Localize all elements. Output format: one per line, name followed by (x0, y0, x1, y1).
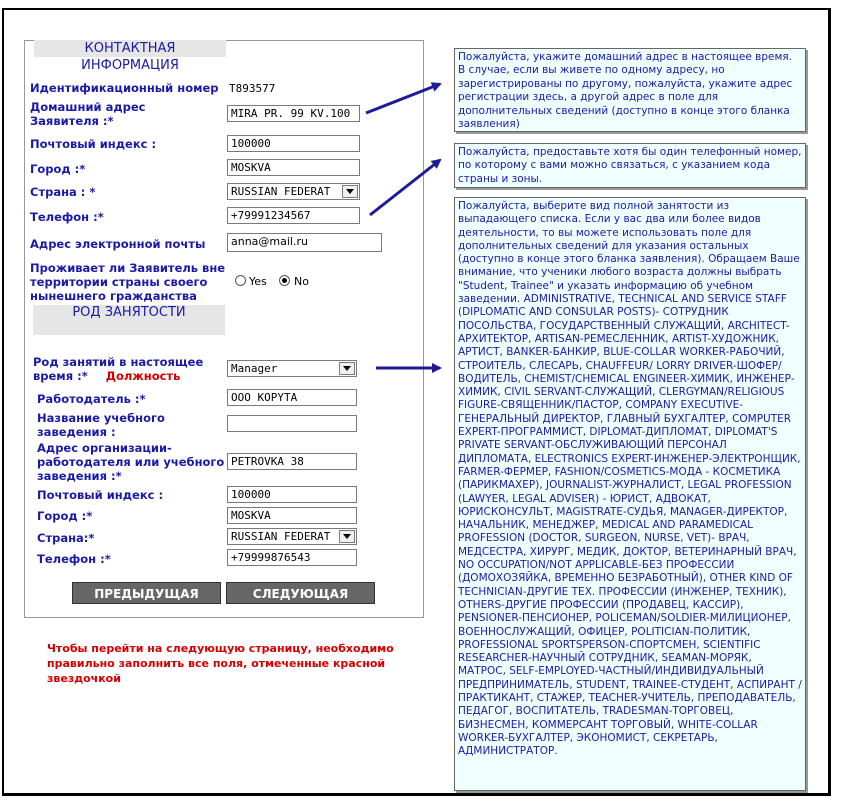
work-postal-input[interactable]: 100000 (227, 486, 357, 503)
work-phone-label: Телефон :* (37, 552, 111, 566)
section-header-contact: КОНТАКТНАЯ ИНФОРМАЦИЯ (34, 40, 226, 57)
work-postal-label: Почтовый индекс : (37, 488, 164, 502)
current-occupation-label: Род занятий в настоящее время :* Должность (33, 355, 204, 383)
tip-home-address: Пожалуйста, укажите домашний адрес в настоящее время. В случае, если вы живете по одному адресу, но зарегистрированы по другому, пожалуйста, укажите адрес регистрации здесь, а другой адрес в поле для дополнительных сведений (доступно в конце этого бланка заявления) (454, 48, 806, 132)
resides-no-label: No (294, 275, 309, 288)
work-country-select-value: RUSSIAN FEDERAT (231, 530, 331, 543)
home-address-input[interactable]: MIRA PR. 99 KV.100 (227, 105, 360, 122)
next-button[interactable]: СЛЕДУЮЩАЯ (226, 582, 375, 604)
previous-button[interactable]: ПРЕДЫДУЩАЯ (72, 582, 221, 604)
work-city-label: Город :* (37, 509, 93, 523)
org-address-label: Адрес организации- работодателя или учебного заведения :* (37, 441, 225, 483)
id-value: T893577 (229, 82, 276, 95)
city-input[interactable]: MOSKVA (227, 159, 360, 176)
required-fields-note: Чтобы перейти на следующую страницу, необходимо правильно заполнить все поля, отмеченные красной звездочкой (47, 642, 394, 685)
arrow-to-address-tip (366, 84, 440, 113)
school-name-label: Название учебного заведения : (37, 411, 165, 439)
id-label: Идентификационный номер (30, 81, 219, 95)
home-address-label: Домашний адрес Заявителя :* (30, 100, 146, 128)
org-address-input[interactable]: PETROVKA 38 (227, 453, 357, 470)
work-country-label: Страна:* (37, 531, 95, 545)
resides-yes-label: Yes (249, 275, 267, 288)
employer-input[interactable]: ООО KOPYTA (227, 389, 357, 406)
postal-input[interactable]: 100000 (227, 135, 360, 152)
country-label: Страна : * (30, 185, 96, 199)
phone-label: Телефон :* (30, 210, 104, 224)
phone-input[interactable]: +79991234567 (227, 207, 360, 224)
email-input[interactable]: anna@mail.ru (227, 233, 382, 252)
resides-abroad-label: Проживает ли Заявитель вне территории страны своего нынешнего гражданства (30, 261, 226, 303)
work-city-input[interactable]: MOSKVA (227, 507, 357, 524)
section-header-occupation: РОД ЗАНЯТОСТИ (33, 305, 225, 335)
work-phone-input[interactable]: +79999876543 (227, 549, 357, 566)
employer-label: Работодатель :* (37, 392, 146, 406)
occupation-select-value: Manager (231, 362, 278, 375)
arrow-to-phone-tip (370, 160, 440, 215)
postal-label: Почтовый индекс : (30, 137, 157, 151)
email-label: Адрес электронной почты (30, 237, 206, 251)
tip-phone: Пожалуйста, предоставьте хотя бы один телефонный номер, по которому с вами можно связаться, с указанием кода страны и зоны. (454, 143, 806, 188)
tip-occupation: Пожалуйста, выберите вид полной занятости из выпадающего списка. Если у вас два или более видов деятельности, то вы можете использовать поле для дополнительных сведений для указания остальных (доступно в конце этого бланка заявления). Обращаем Ваше внимание, что ученики любого возраста должны выбрать "Student, Trainee" и указать информацию об учебном заведении. ADMINISTRATIVE, TECHNICAL AND SERVICE STAFF (DIPLOMATIC AND CONSULAR POSTS)- СОТРУДНИК ПОСОЛЬСТВА, ГОСУДАРСТВЕННЫЙ СЛУЖАЩИЙ, ARCHITECT-АРХИТЕКТОР, ARTISAN-РЕМЕСЛЕННИК, ARTIST-ХУДОЖНИК, АРТИСТ, BANKER-БАНКИР, BLUE-COLLAR WORKER-РАБОЧИЙ, СТРОИТЕЛЬ, СЛЕСАРЬ, CHAUFFEUR/ LORRY DRIVER-ШОФЕР/ ВОДИТЕЛЬ, CHEMIST/CHEMICAL ENGINEER-ХИМИК, ИНЖЕНЕР-ХИМИК, CIVIL SERVANT-СЛУЖАЩИЙ, CLERGYMAN/RELIGIOUS FIGURE-СВЯЩЕННИК/ПАСТОР, COMPANY EXECUTIVE-ГЕНЕРАЛЬНЫЙ ДИРЕКТОР, ГЛАВНЫЙ БУХГАЛТЕР, COMPUTER EXPERT-ПРОГРАММИСТ, DIPLOMAT-ДИПЛОМАТ, DIPLOMAT'S PRIVATE SERVANT-ОБСЛУЖИВАЮЩИЙ ПЕРСОНАЛ ДИПЛОМАТА, ELECTRONICS EXPERT-ИНЖЕНЕР-ЭЛЕКТРОНЩИК, FARMER-ФЕРМЕР, FASHION/COSMETICS-МОДА - КОСМЕТИКА (ПАРИКМАХЕР), JOURNALIST-ЖУРНАЛИСТ, LEGAL PROFESSION (LAWYER, LEGAL ADVISER) - ЮРИСТ, АДВОКАТ, ЮРИСКОНСУЛЬТ, MAGISTRATE-СУДЬЯ, MANAGER-ДИРЕКТОР, НАЧАЛЬНИК, МЕНЕДЖЕР, MEDICAL AND PARAMEDICAL PROFESSION (DOCTOR, SURGEON, NURSE, VET)- ВРАЧ, МЕДСЕСТРА, ХИРУРГ, МЕДИК, ДОКТОР, ВЕТЕРИНАРНЫЙ ВРАЧ, NO OCCUPATION/NOT APPLICABLE-БЕЗ ПРОФЕССИИ (ДОМОХОЗЯЙКА, ВРЕМЕННО БЕЗРАБОТНЫЙ), OTHER KIND OF TECHNICIAN-ДРУГИЕ ТЕХ. ПРОФЕССИИ (ИНЖЕНЕР, ТЕХНИК), OTHERS-ДРУГИЕ ПРОФЕССИИ (ПРОДАВЕЦ, КАССИР), PENSIONER-ПЕНСИОНЕР, POLICEMAN/SOLDIER-МИЛИЦИОНЕР, ВОЕННОСЛУЖАЩИЙ, ОФИЦЕР, POLITICIAN-ПОЛИТИК, PROFESSIONAL SPORTSPERSON-СПОРТСМЕН, SCIENTIFIC RESEARCHER-НАУЧНЫЙ СОТРУДНИК, SEAMAN-МОРЯК, МАТРОС, SELF-EMPLOYED-ЧАСТНЫЙ/ИНДИВИДУАЛЬНЫЙ ПРЕДПРИНИМАТЕЛЬ, STUDENT, TRAINEE-СТУДЕНТ, АСПИРАНТ / ПРАКТИКАНТ, СТАЖЕР, TEACHER-УЧИТЕЛЬ, ПРЕПОДАВАТЕЛЬ, ПЕДАГОГ, ВОСПИТАТЕЛЬ, TRADESMAN-ТОРГОВЕЦ, БИЗНЕСМЕН, КОММЕРСАНТ ТОРГОВЫЙ, WHITE-COLLAR WORKER-БУХГАЛТЕР, ЭКОНОМИСТ, СЕКРЕТАРЬ, АДМИНИСТРАТОР. (454, 197, 806, 791)
position-hint: Должность (105, 369, 181, 383)
city-label: Город :* (30, 162, 86, 176)
country-select-value: RUSSIAN FEDERAT (231, 185, 331, 198)
